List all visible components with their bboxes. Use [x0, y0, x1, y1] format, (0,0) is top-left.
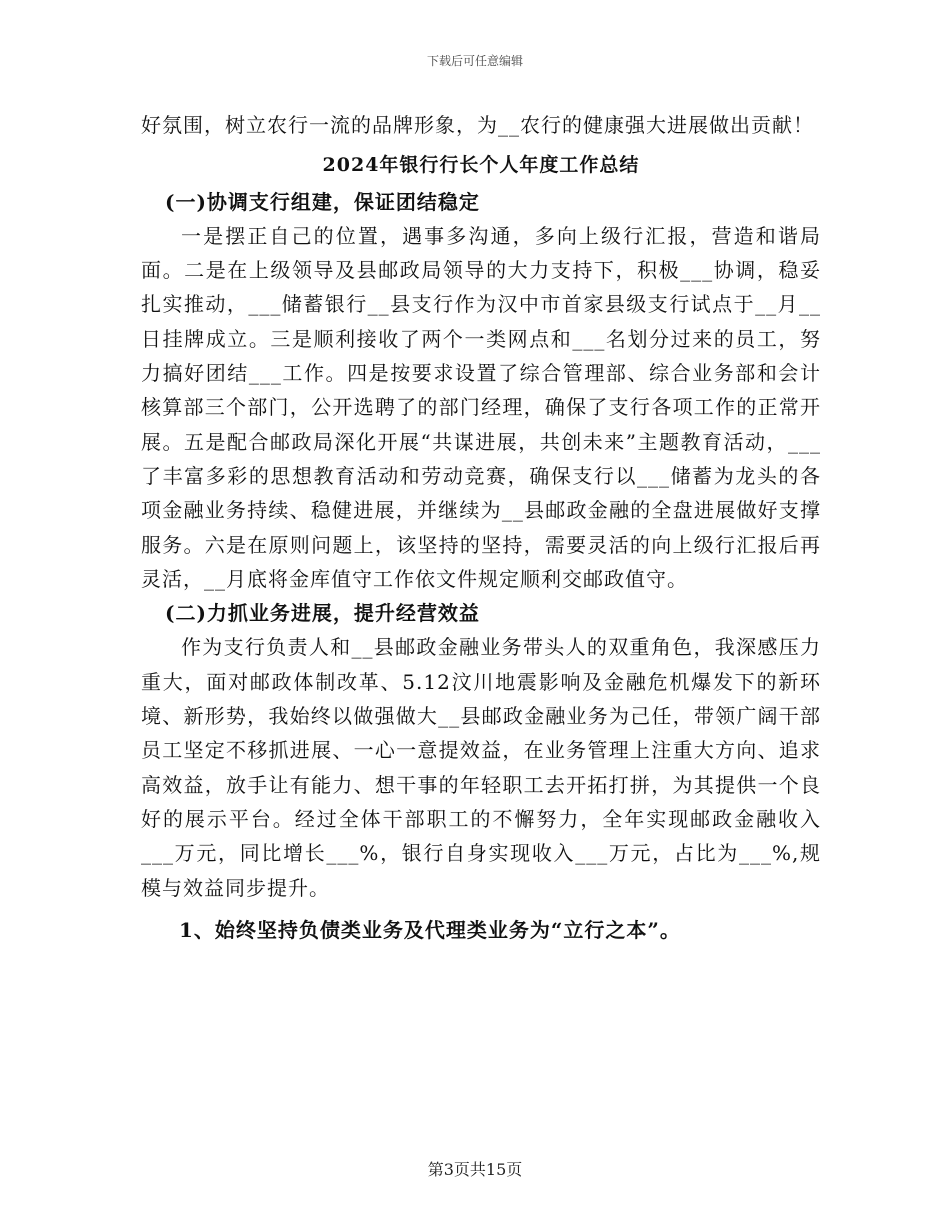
section-body-1: 一是摆正自己的位置，遇事多沟通，多向上级行汇报，营造和谐局面。二是在上级领导及县邮政局领导的大力支持下，积极___协调，稳妥扎实推动，___储蓄银行__县支行作为汉中市首家县级支行试点于__月__日挂牌成立。三是顺利接收了两个一类网点和___名划分过来的员工，努力搞好团结___工作。四是按要求设置了综合管理部、综合业务部和会计核算部三个部门，公开选聘了的部门经理，确保了支行各项工作的正常开展。五是配合邮政局深化开展“共谋进展，共创未来”主题教育活动，___了丰富多彩的思想教育活动和劳动竞赛，确保支行以___储蓄为龙头的各项金融业务持续、稳健进展，并继续为__县邮政金融的全盘进展做好支撑服务。六是在原则问题上，该坚持的坚持，需要灵活的向上级行汇报后再灵活，__月底将金库值守工作依文件规定顺利交邮政值守。	[141, 223, 821, 591]
lead-paragraph: 好氛围，树立农行一流的品牌形象，为__农行的健康强大进展做出贡献！	[141, 113, 814, 137]
section-heading-1: (一)协调支行组建，保证团结稳定	[165, 189, 480, 214]
document-title: 2024年银行行长个人年度工作总结	[322, 154, 640, 177]
section-heading-2: (二)力抓业务进展，提升经营效益	[165, 601, 480, 626]
section-body-2: 作为支行负责人和__县邮政金融业务带头人的双重角色，我深感压力重大，面对邮政体制改革、5.12汶川地震影响及金融危机爆发下的新环境、新形势，我始终以做强做大__县邮政金融业务为己任，带领广阔干部员工坚定不移抓进展、一心一意提效益，在业务管理上注重大方向、追求高效益，放手让有能力、想干事的年轻职工去开拓打拼，为其提供一个良好的展示平台。经过全体干部职工的不懈努力，全年实现邮政金融收入___万元，同比增长___%，银行自身实现收入___万元，占比为___%,规模与效益同步提升。	[141, 635, 821, 900]
document-body	[141, 108, 821, 947]
subsection-heading-1: 1、始终坚持负债类业务及代理类业务为“立行之本”。	[179, 917, 681, 942]
page-number: 第3页共15页	[427, 1160, 523, 1179]
page-header: 下载后可任意编辑	[426, 54, 523, 68]
